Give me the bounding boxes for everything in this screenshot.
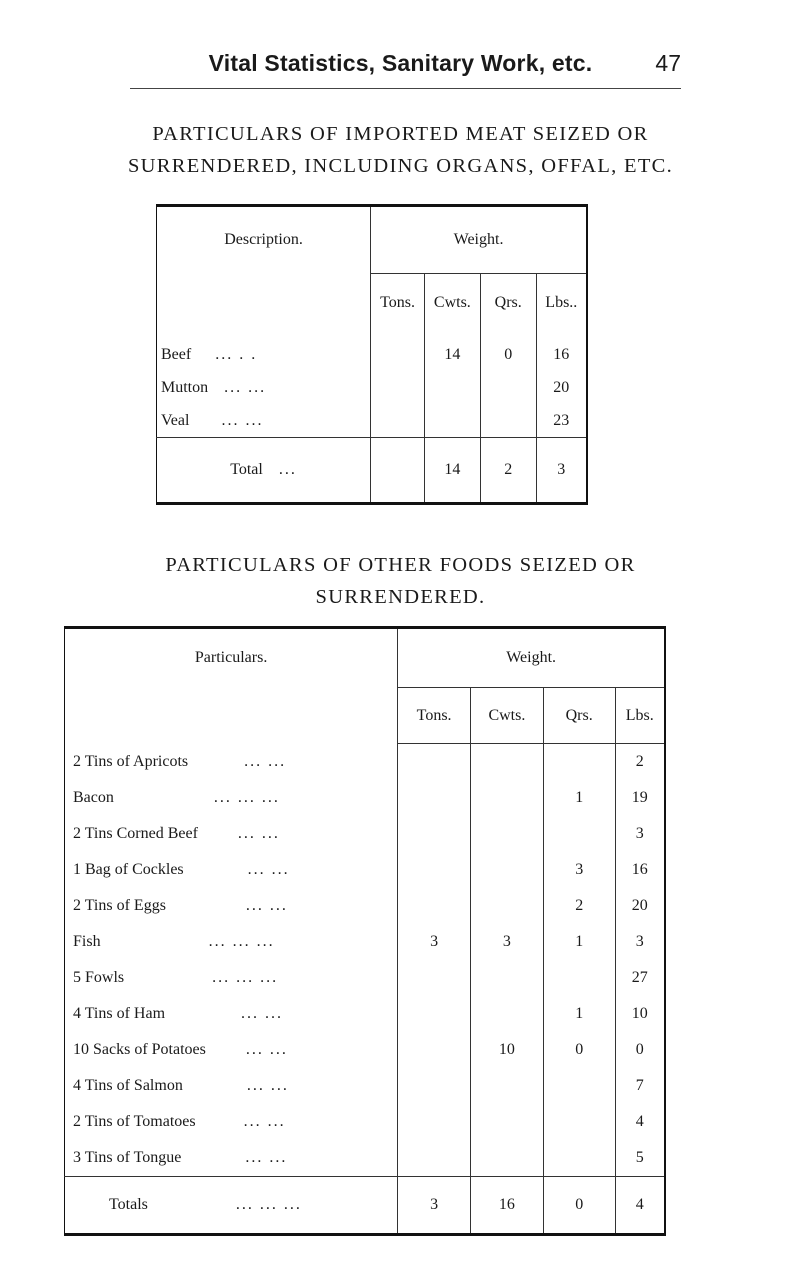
leader-dots: ... ... xyxy=(246,1077,289,1094)
item-label: 1 Bag of Cockles xyxy=(73,861,184,878)
tons-cell xyxy=(398,1032,471,1068)
page-header xyxy=(0,40,801,90)
cwts-cell xyxy=(424,404,480,438)
other-foods-table xyxy=(64,626,666,1236)
qrs-cell xyxy=(543,1104,615,1140)
item-label: 4 Tins of Salmon xyxy=(73,1077,183,1094)
table-row xyxy=(65,1140,666,1177)
tons-cell xyxy=(398,996,471,1032)
particulars-cell xyxy=(65,888,398,924)
lbs-cell: 3 xyxy=(615,924,665,960)
particulars-cell xyxy=(65,996,398,1032)
cwts-header: Cwts. xyxy=(471,688,544,744)
lbs-cell: 2 xyxy=(615,744,665,781)
item-label: 5 Fowls xyxy=(73,969,125,986)
tons-cell xyxy=(398,1104,471,1140)
total-label: Totals xyxy=(109,1196,148,1213)
table-row xyxy=(65,1068,666,1104)
cwts-cell xyxy=(471,960,544,996)
qrs-total: 2 xyxy=(480,438,536,504)
particulars-cell xyxy=(65,1032,398,1068)
tons-cell: 3 xyxy=(398,924,471,960)
particulars-cell xyxy=(65,780,398,816)
meat-section-heading xyxy=(0,118,801,182)
lbs-cell: 5 xyxy=(615,1140,665,1177)
particulars-cell xyxy=(65,852,398,888)
cwts-total: 16 xyxy=(471,1177,544,1235)
table-row xyxy=(65,1032,666,1068)
cwts-cell: 10 xyxy=(471,1032,544,1068)
lbs-cell: 27 xyxy=(615,960,665,996)
lbs-cell: 16 xyxy=(536,332,587,371)
tons-cell xyxy=(398,1068,471,1104)
meat-table-header-row xyxy=(157,206,588,274)
qrs-cell xyxy=(543,960,615,996)
leader-dots: ... ... xyxy=(247,861,290,878)
blank-header-cell xyxy=(65,688,398,744)
item-label: 4 Tins of Ham xyxy=(73,1005,166,1022)
item-label: Beef xyxy=(161,345,192,363)
total-label-cell xyxy=(65,1177,398,1235)
item-label: 2 Tins of Eggs xyxy=(73,897,166,914)
meat-heading-line2: SURRENDERED, INCLUDING ORGANS, OFFAL, ETC. xyxy=(127,155,674,177)
item-label: 3 Tins of Tongue xyxy=(73,1149,182,1166)
lbs-cell: 23 xyxy=(536,404,587,438)
lbs-cell: 0 xyxy=(615,1032,665,1068)
tons-header: Tons. xyxy=(398,688,471,744)
qrs-cell xyxy=(543,744,615,781)
header-rule xyxy=(130,88,681,89)
tons-cell xyxy=(398,744,471,781)
leader-dots: ... ... xyxy=(245,897,288,914)
item-label: Fish xyxy=(73,933,101,950)
tons-cell xyxy=(371,404,425,438)
item-label: Veal xyxy=(161,411,190,429)
cwts-cell: 3 xyxy=(471,924,544,960)
table-row xyxy=(157,404,588,438)
table-row xyxy=(65,888,666,924)
table-row xyxy=(157,371,588,404)
cwts-cell xyxy=(471,744,544,781)
cwts-header: Cwts. xyxy=(424,274,480,333)
description-header: Description. xyxy=(224,231,303,249)
table-row xyxy=(65,744,666,781)
qrs-cell: 0 xyxy=(480,332,536,371)
tons-header: Tons. xyxy=(371,274,425,333)
foods-table-header-row xyxy=(65,628,666,688)
table-row xyxy=(65,924,666,960)
cwts-cell xyxy=(471,1140,544,1177)
particulars-cell xyxy=(65,1068,398,1104)
lbs-total: 3 xyxy=(536,438,587,504)
qrs-cell xyxy=(543,1140,615,1177)
leader-dots: ... ... xyxy=(243,1113,286,1130)
item-label: Bacon xyxy=(73,789,114,806)
weight-header: Weight. xyxy=(398,628,665,688)
lbs-header: Lbs. xyxy=(615,688,665,744)
description-cell xyxy=(157,332,371,371)
lbs-cell: 20 xyxy=(615,888,665,924)
leader-dots: ... ... xyxy=(237,825,280,842)
lbs-cell: 16 xyxy=(615,852,665,888)
qrs-cell xyxy=(543,816,615,852)
item-label: 2 Tins Corned Beef xyxy=(73,825,198,842)
total-row xyxy=(157,438,588,504)
cwts-cell xyxy=(471,1068,544,1104)
running-title: Vital Statistics, Sanitary Work, etc. xyxy=(208,50,593,76)
qrs-header: Qrs. xyxy=(480,274,536,333)
foods-unit-header-row xyxy=(65,688,666,744)
leader-dots: ... ... xyxy=(245,1149,288,1166)
leader-dots: ... ... xyxy=(244,752,287,770)
qrs-total: 0 xyxy=(543,1177,615,1235)
page-number: 47 xyxy=(655,50,681,76)
table-row xyxy=(65,816,666,852)
cwts-cell xyxy=(471,888,544,924)
tons-cell xyxy=(398,960,471,996)
particulars-header: Particulars. xyxy=(194,649,268,667)
qrs-cell: 3 xyxy=(543,852,615,888)
lbs-cell: 19 xyxy=(615,780,665,816)
leader-dots: ... ... ... xyxy=(212,969,279,986)
tons-cell xyxy=(371,332,425,371)
lbs-cell: 20 xyxy=(536,371,587,404)
foods-heading-line1: PARTICULARS OF OTHER FOODS SEIZED OR xyxy=(165,554,636,576)
qrs-cell xyxy=(543,1068,615,1104)
tons-cell xyxy=(398,816,471,852)
item-label: 2 Tins of Tomatoes xyxy=(73,1113,196,1130)
cwts-cell xyxy=(424,371,480,404)
tons-cell xyxy=(398,1140,471,1177)
lbs-total: 4 xyxy=(615,1177,665,1235)
total-row xyxy=(65,1177,666,1235)
total-label: Total xyxy=(230,461,263,478)
qrs-cell: 1 xyxy=(543,780,615,816)
table-row xyxy=(65,780,666,816)
cwts-cell xyxy=(471,816,544,852)
leader-dots: ... . . xyxy=(215,345,258,363)
weight-header: Weight. xyxy=(371,206,587,274)
cwts-cell xyxy=(471,996,544,1032)
foods-section-heading xyxy=(0,549,801,613)
qrs-cell: 2 xyxy=(543,888,615,924)
lbs-cell: 4 xyxy=(615,1104,665,1140)
qrs-cell xyxy=(480,404,536,438)
item-label: 2 Tins of Apricots xyxy=(73,752,189,770)
total-label-cell xyxy=(157,438,371,504)
particulars-cell xyxy=(65,924,398,960)
table-row xyxy=(65,960,666,996)
cwts-total: 14 xyxy=(424,438,480,504)
cwts-cell xyxy=(471,780,544,816)
leader-dots: ... ... xyxy=(241,1005,284,1022)
tons-total xyxy=(371,438,425,504)
foods-heading-line2: SURRENDERED. xyxy=(315,586,486,608)
lbs-cell: 3 xyxy=(615,816,665,852)
table-row xyxy=(65,996,666,1032)
particulars-cell xyxy=(65,960,398,996)
tons-cell xyxy=(398,852,471,888)
imported-meat-table xyxy=(156,204,588,505)
qrs-cell: 1 xyxy=(543,924,615,960)
description-cell xyxy=(157,404,371,438)
qrs-cell: 1 xyxy=(543,996,615,1032)
particulars-cell xyxy=(65,816,398,852)
meat-unit-header-row xyxy=(157,274,588,333)
tons-total: 3 xyxy=(398,1177,471,1235)
particulars-cell xyxy=(65,744,398,781)
description-cell xyxy=(157,371,371,404)
leader-dots: ... ... xyxy=(245,1041,288,1058)
cwts-cell xyxy=(471,1104,544,1140)
particulars-cell xyxy=(65,1140,398,1177)
tons-cell xyxy=(398,780,471,816)
cwts-cell xyxy=(471,852,544,888)
table-row xyxy=(65,852,666,888)
tons-cell xyxy=(398,888,471,924)
lbs-header: Lbs.. xyxy=(536,274,587,333)
qrs-header: Qrs. xyxy=(543,688,615,744)
leader-dots: ... ... xyxy=(224,378,267,396)
blank-header-cell xyxy=(157,274,371,333)
particulars-cell xyxy=(65,1104,398,1140)
item-label: 10 Sacks of Potatoes xyxy=(73,1041,206,1058)
lbs-cell: 10 xyxy=(615,996,665,1032)
leader-dots: ... ... ... xyxy=(208,933,275,950)
leader-dots: ... ... ... xyxy=(213,789,280,806)
leader-dots: ... ... ... xyxy=(235,1196,302,1213)
table-row xyxy=(157,332,588,371)
tons-cell xyxy=(371,371,425,404)
lbs-cell: 7 xyxy=(615,1068,665,1104)
meat-heading-line1: PARTICULARS OF IMPORTED MEAT SEIZED OR xyxy=(152,123,649,145)
cwts-cell: 14 xyxy=(424,332,480,371)
table-row xyxy=(65,1104,666,1140)
qrs-cell: 0 xyxy=(543,1032,615,1068)
leader-dots: ... ... xyxy=(221,411,264,429)
qrs-cell xyxy=(480,371,536,404)
leader-dots: ... xyxy=(278,461,297,478)
item-label: Mutton xyxy=(161,378,209,396)
